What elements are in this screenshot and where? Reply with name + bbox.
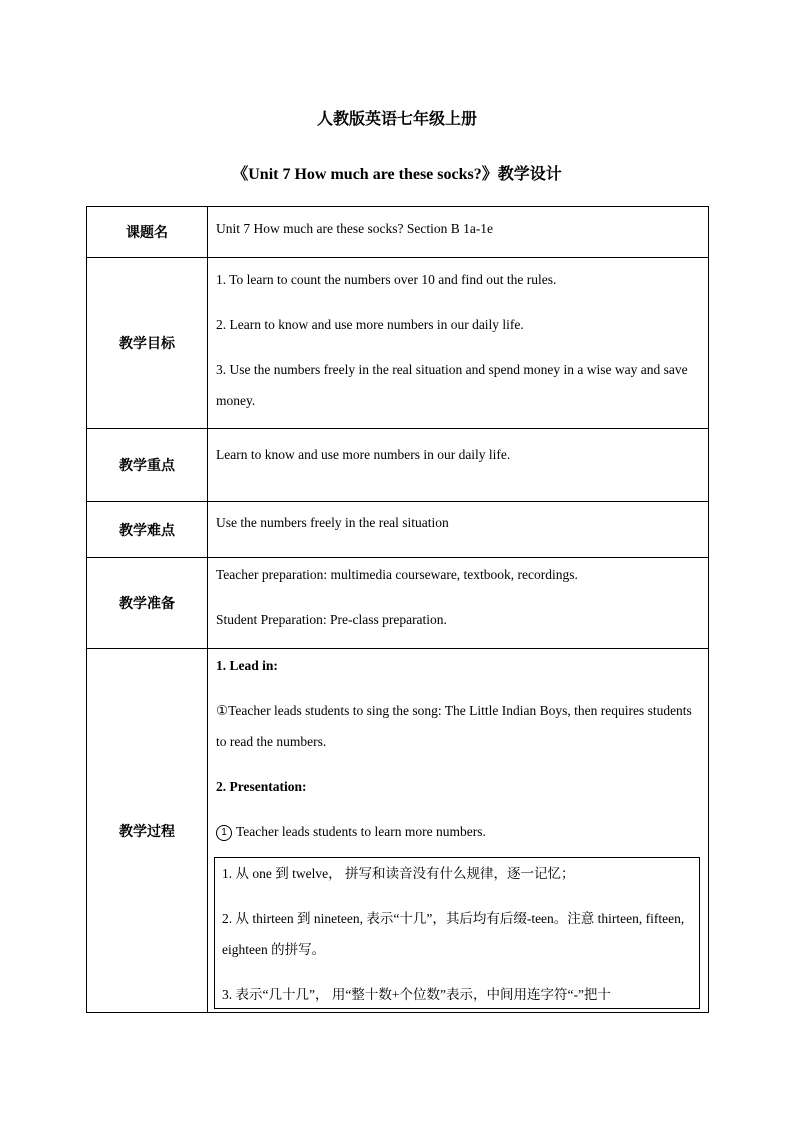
row-label-preparation: 教学准备 <box>87 558 208 649</box>
presentation-heading: 2. Presentation: <box>216 779 307 794</box>
lead-in-text: ①Teacher leads students to sing the song: The Little Indian Boys, then requires students to read the numbers. <box>216 703 692 749</box>
number-rules-box <box>214 857 700 1009</box>
difficulties-text: Use the numbers freely in the real situation <box>208 502 709 558</box>
presentation-line <box>216 816 702 847</box>
lesson-plan-table <box>86 206 709 1013</box>
lead-in-heading: 1. Lead in: <box>216 658 278 673</box>
table-row-topic <box>87 207 709 258</box>
objective-item: 3. Use the numbers freely in the real situation and spend money in a wise way and save money. <box>216 362 688 408</box>
objectives-cell <box>208 258 709 429</box>
table-row-difficulties <box>87 502 709 558</box>
process-cell <box>208 649 709 1013</box>
presentation-text: Teacher leads students to learn more numbers. <box>236 824 486 839</box>
rule-item: 3. 表示“几十几”， 用“整十数+个位数”表示，中间用连字符“-”把十 <box>222 987 611 1002</box>
row-label-process: 教学过程 <box>87 649 208 1013</box>
row-label-topic: 课题名 <box>87 207 208 258</box>
row-label-objectives: 教学目标 <box>87 258 208 429</box>
rule-item: 2. 从 thirteen 到 nineteen, 表示“十几”，其后均有后缀-teen。注意 thirteen, fifteen, eighteen 的拼写。 <box>222 911 685 957</box>
document-title: 人教版英语七年级上册 <box>316 109 477 128</box>
table-row-objectives <box>87 258 709 429</box>
preparation-cell <box>208 558 709 649</box>
preparation-item: Teacher preparation: multimedia courseware, textbook, recordings. <box>216 567 578 582</box>
objective-item: 1. To learn to count the numbers over 10 and find out the rules. <box>216 272 557 287</box>
key-points-text: Learn to know and use more numbers in our daily life. <box>208 429 709 502</box>
row-label-key-points: 教学重点 <box>87 429 208 502</box>
table-row-process <box>87 649 709 1013</box>
table-row-key-points <box>87 429 709 502</box>
preparation-item: Student Preparation: Pre-class preparation. <box>216 612 447 627</box>
topic-text: Unit 7 How much are these socks? Section B 1a-1e <box>208 207 709 258</box>
circled-number-icon: 1 <box>216 825 232 841</box>
rule-item: 1. 从 one 到 twelve， 拼写和读音没有什么规律，逐一记忆； <box>222 866 575 881</box>
objective-item: 2. Learn to know and use more numbers in our daily life. <box>216 317 524 332</box>
document-subtitle: 《Unit 7 How much are these socks?》教学设计 <box>232 166 562 183</box>
table-row-preparation <box>87 558 709 649</box>
row-label-difficulties: 教学难点 <box>87 502 208 558</box>
